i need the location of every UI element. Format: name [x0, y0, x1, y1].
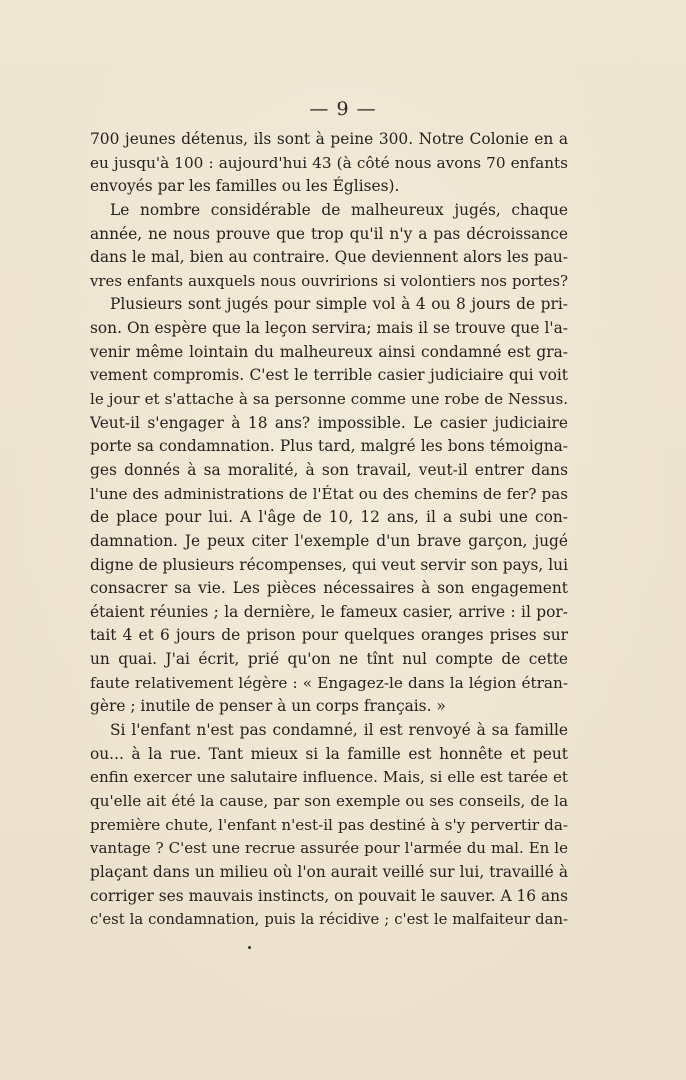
- text-line: damnation. Je peux citer l'exemple d'un brave garçon, jugé: [90, 531, 568, 550]
- text-line: étaient réunies ; la dernière, le fameux casier, arrive : il por-: [90, 602, 568, 621]
- text-line: première chute, l'enfant n'est-il pas destiné à s'y pervertir da-: [90, 815, 568, 834]
- text-line: porte sa condamnation. Plus tard, malgré les bons témoigna-: [90, 437, 568, 456]
- text-line: eu jusqu'à 100 : aujourd'hui 43 (à côté nous avons 70 enfants: [90, 153, 568, 172]
- text-line: 700 jeunes détenus, ils sont à peine 300. Notre Colonie en a: [90, 130, 568, 148]
- text-line: enfin exercer une salutaire influence. Mais, si elle est tarée et: [90, 768, 568, 787]
- text-line: ou... à la rue. Tant mieux si la famille est honnête et peut: [90, 744, 568, 763]
- body-text: [90, 128, 568, 932]
- text-line: son. On espère que la leçon servira; mais il se trouve que l'a-: [90, 319, 568, 338]
- text-line: qu'elle ait été la cause, par son exemple ou ses conseils, de la: [90, 791, 568, 810]
- text-line: vres enfants auxquels nous ouvririons si volontiers nos portes?: [90, 271, 568, 290]
- page-number: — 9 —: [309, 98, 377, 120]
- text-line: consacrer sa vie. Les pièces nécessaires à son engagement: [90, 579, 568, 598]
- text-line: ges donnés à sa moralité, à son travail, veut-il entrer dans: [90, 460, 568, 479]
- text-line: faute relativement légère : « Engagez-le dans la légion étran-: [90, 673, 568, 692]
- text-line: venir même lointain du malheureux ainsi condamné est gra-: [90, 342, 568, 361]
- text-line: Plusieurs sont jugés pour simple vol à 4 ou 8 jours de pri-: [110, 295, 568, 314]
- ink-dot: [248, 946, 251, 949]
- text-line: digne de plusieurs récompenses, qui veut servir son pays, lui: [90, 555, 568, 574]
- text-line: c'est la condamnation, puis la récidive ; c'est le malfaiteur dan-: [90, 911, 568, 929]
- text-line: un quai. J'ai écrit, prié qu'on ne tînt nul compte de cette: [90, 650, 568, 669]
- text-line: Le nombre considérable de malheureux jugés, chaque: [110, 200, 568, 219]
- text-line: l'une des administrations de l'État ou des chemins de fer? pas: [90, 484, 568, 503]
- text-line: année, ne nous prouve que trop qu'il n'y a pas décroissance: [90, 224, 568, 243]
- text-line: dans le mal, bien au contraire. Que deviennent alors les pau-: [90, 248, 568, 267]
- text-line: vantage ? C'est une recrue assurée pour l'armée du mal. En le: [90, 839, 568, 858]
- text-line: tait 4 et 6 jours de prison pour quelques oranges prises sur: [90, 626, 568, 645]
- text-line: le jour et s'attache à sa personne comme une robe de Nessus.: [90, 390, 568, 409]
- text-line: plaçant dans un milieu où l'on aurait veillé sur lui, travaillé à: [90, 862, 568, 881]
- text-line: de place pour lui. A l'âge de 10, 12 ans, il a subi une con-: [90, 508, 568, 527]
- text-line: gère ; inutile de penser à un corps français. »: [90, 697, 446, 716]
- text-line: Veut-il s'engager à 18 ans? impossible. Le casier judiciaire: [90, 413, 568, 432]
- text-line: corriger ses mauvais instincts, on pouvait le sauver. A 16 ans: [90, 886, 568, 905]
- text-line: vement compromis. C'est le terrible casier judiciaire qui voit: [90, 366, 568, 385]
- text-line: Si l'enfant n'est pas condamné, il est renvoyé à sa famille: [110, 721, 568, 740]
- text-line: envoyés par les familles ou les Églises).: [90, 177, 400, 196]
